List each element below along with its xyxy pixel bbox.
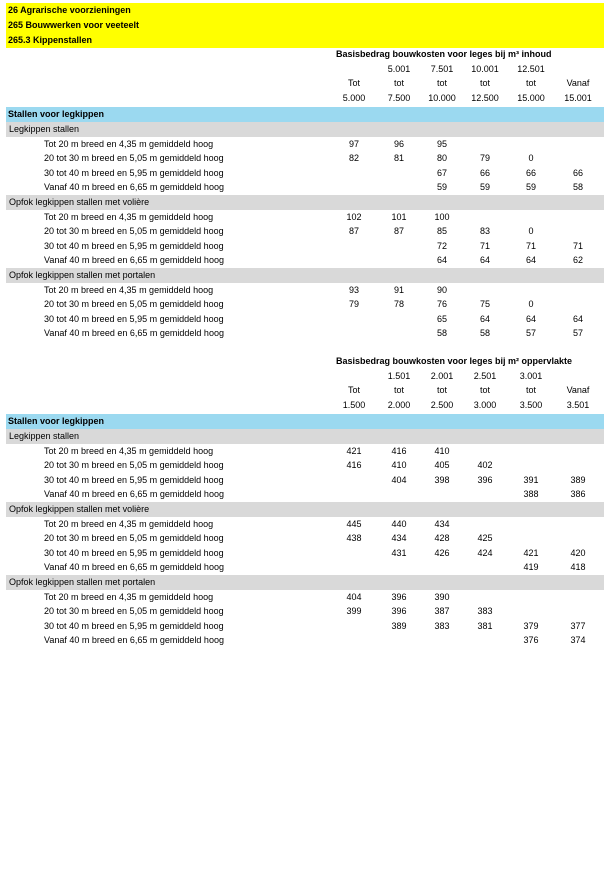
- value-cell: 402: [477, 460, 493, 471]
- value-cell: 87: [348, 226, 359, 237]
- row-label: Tot 20 m breed en 4,35 m gemiddeld hoog: [44, 211, 214, 222]
- value-cell: 424: [477, 547, 493, 558]
- row-label: Tot 20 m breed en 4,35 m gemiddeld hoog: [44, 518, 214, 529]
- value-cell: 426: [434, 547, 450, 558]
- table-row: [6, 604, 604, 619]
- value-cell: 59: [525, 182, 536, 193]
- row-label: 30 tot 40 m breed en 5,95 m gemiddeld hoog: [44, 167, 224, 178]
- header-line-1: 26 Agrarische voorzieningen: [8, 5, 131, 15]
- value-cell: 75: [479, 299, 490, 310]
- column-header: 1.501: [387, 370, 411, 381]
- value-cell: 57: [572, 328, 583, 339]
- value-cell: 87: [393, 226, 404, 237]
- table-row: [6, 619, 604, 634]
- column-header: 5.000: [342, 92, 366, 103]
- value-cell: 388: [523, 489, 539, 500]
- column-header: 3.500: [519, 399, 543, 410]
- value-cell: 425: [477, 533, 493, 544]
- column-header: 3.000: [473, 399, 497, 410]
- subcategory-row: Legkippen stallen: [6, 429, 604, 444]
- value-cell: 386: [570, 489, 586, 500]
- value-cell: 64: [525, 313, 536, 324]
- value-cell: 65: [436, 313, 447, 324]
- row-label: Vanaf 40 m breed en 6,65 m gemiddeld hoog: [44, 635, 224, 646]
- table-row: [6, 546, 604, 561]
- value-cell: 434: [391, 533, 407, 544]
- column-header: 7.501: [430, 63, 454, 74]
- value-cell: 438: [346, 533, 362, 544]
- value-cell: 59: [436, 182, 447, 193]
- value-cell: 398: [434, 474, 450, 485]
- column-header: Vanaf: [566, 385, 590, 396]
- row-label: Tot 20 m breed en 4,35 m gemiddeld hoog: [44, 591, 214, 602]
- subcategory-row: Opfok legkippen stallen met portalen: [6, 268, 604, 283]
- value-cell: 391: [523, 474, 539, 485]
- table-row: [6, 151, 604, 166]
- value-cell: 383: [434, 620, 450, 631]
- value-cell: 420: [570, 547, 586, 558]
- column-header: 3.501: [566, 399, 590, 410]
- table-row: [6, 444, 604, 459]
- row-label: Tot 20 m breed en 4,35 m gemiddeld hoog: [44, 138, 214, 149]
- row-label: 30 tot 40 m breed en 5,95 m gemiddeld hoog: [44, 313, 224, 324]
- value-cell: 58: [479, 328, 490, 339]
- row-label: Vanaf 40 m breed en 6,65 m gemiddeld hoog: [44, 562, 224, 573]
- table-row: [6, 517, 604, 532]
- category-row: Stallen voor legkippen: [6, 414, 604, 429]
- value-cell: 390: [434, 591, 450, 602]
- row-label: Vanaf 40 m breed en 6,65 m gemiddeld hoog: [44, 489, 224, 500]
- row-label: Vanaf 40 m breed en 6,65 m gemiddeld hoog: [44, 255, 224, 266]
- value-cell: 440: [391, 518, 407, 529]
- value-cell: 396: [391, 591, 407, 602]
- subcategory-row: Opfok legkippen stallen met volière: [6, 502, 604, 517]
- column-header: tot: [393, 385, 404, 396]
- table-row: [6, 312, 604, 327]
- row-label: 30 tot 40 m breed en 5,95 m gemiddeld hoog: [44, 620, 224, 631]
- row-label: 20 tot 30 m breed en 5,05 m gemiddeld hoog: [44, 533, 224, 544]
- row-label: 20 tot 30 m breed en 5,05 m gemiddeld hoog: [44, 606, 224, 617]
- table-row: [6, 210, 604, 225]
- value-cell: 66: [479, 167, 490, 178]
- value-cell: 383: [477, 606, 493, 617]
- value-cell: 66: [572, 167, 583, 178]
- table-row: [6, 180, 604, 195]
- value-cell: 404: [391, 474, 407, 485]
- table-row: [6, 253, 604, 268]
- column-header: tot: [525, 385, 536, 396]
- value-cell: 58: [436, 328, 447, 339]
- value-cell: 418: [570, 562, 586, 573]
- value-cell: 416: [391, 445, 407, 456]
- table-row: [6, 458, 604, 473]
- value-cell: 85: [436, 226, 447, 237]
- value-cell: 64: [572, 313, 583, 324]
- column-header: 7.500: [387, 92, 411, 103]
- table-title: Basisbedrag bouwkosten voor leges bij m³ inhoud: [336, 49, 552, 59]
- value-cell: 445: [346, 518, 362, 529]
- row-label: 30 tot 40 m breed en 5,95 m gemiddeld hoog: [44, 474, 224, 485]
- value-cell: 381: [477, 620, 493, 631]
- row-label: Vanaf 40 m breed en 6,65 m gemiddeld hoog: [44, 182, 224, 193]
- value-cell: 96: [393, 138, 404, 149]
- column-header: tot: [479, 385, 490, 396]
- row-label: 20 tot 30 m breed en 5,05 m gemiddeld hoog: [44, 153, 224, 164]
- table-row: [6, 487, 604, 502]
- row-label: Tot 20 m breed en 4,35 m gemiddeld hoog: [44, 284, 214, 295]
- value-cell: 377: [570, 620, 586, 631]
- value-cell: 78: [393, 299, 404, 310]
- value-cell: 387: [434, 606, 450, 617]
- value-cell: 64: [436, 255, 447, 266]
- value-cell: 71: [572, 240, 583, 251]
- table-row: [6, 531, 604, 546]
- value-cell: 374: [570, 635, 586, 646]
- column-header: 10.001: [471, 63, 499, 74]
- table-row: [6, 239, 604, 254]
- table-row: [6, 326, 604, 341]
- value-cell: 0: [528, 153, 534, 164]
- value-cell: 72: [436, 240, 447, 251]
- column-header: 12.500: [471, 92, 499, 103]
- table-row: [6, 224, 604, 239]
- value-cell: 66: [525, 167, 536, 178]
- value-cell: 396: [477, 474, 493, 485]
- value-cell: 76: [436, 299, 447, 310]
- value-cell: 64: [479, 313, 490, 324]
- column-header: 2.000: [387, 399, 411, 410]
- value-cell: 376: [523, 635, 539, 646]
- table-row: [6, 297, 604, 312]
- column-header: 10.000: [428, 92, 456, 103]
- value-cell: 97: [348, 138, 359, 149]
- column-header: 5.001: [387, 63, 411, 74]
- column-header: Tot: [347, 78, 360, 89]
- value-cell: 91: [393, 284, 404, 295]
- value-cell: 0: [528, 226, 534, 237]
- table-row: [6, 283, 604, 298]
- column-header: Tot: [347, 385, 360, 396]
- value-cell: 100: [434, 211, 450, 222]
- column-header: tot: [393, 78, 404, 89]
- column-header: 2.501: [473, 370, 497, 381]
- value-cell: 389: [391, 620, 407, 631]
- subcategory-row: Legkippen stallen: [6, 122, 604, 137]
- value-cell: 93: [348, 284, 359, 295]
- column-header: 2.001: [430, 370, 454, 381]
- value-cell: 399: [346, 606, 362, 617]
- table-row: [6, 560, 604, 575]
- table-row: [6, 590, 604, 605]
- column-header: 1.500: [342, 399, 366, 410]
- table-row: [6, 137, 604, 152]
- category-row: Stallen voor legkippen: [6, 107, 604, 122]
- column-header: 15.000: [517, 92, 545, 103]
- value-cell: 421: [523, 547, 539, 558]
- value-cell: 58: [572, 182, 583, 193]
- value-cell: 57: [525, 328, 536, 339]
- column-header: tot: [436, 385, 447, 396]
- value-cell: 410: [434, 445, 450, 456]
- value-cell: 62: [572, 255, 583, 266]
- value-cell: 404: [346, 591, 362, 602]
- value-cell: 71: [479, 240, 490, 251]
- column-header: tot: [525, 78, 536, 89]
- header-line-2: 265 Bouwwerken voor veeteelt: [8, 20, 140, 30]
- value-cell: 410: [391, 460, 407, 471]
- value-cell: 71: [525, 240, 536, 251]
- table-row: [6, 166, 604, 181]
- row-label: 30 tot 40 m breed en 5,95 m gemiddeld hoog: [44, 240, 224, 251]
- value-cell: 81: [393, 153, 404, 164]
- value-cell: 416: [346, 460, 362, 471]
- value-cell: 95: [436, 138, 447, 149]
- column-header: tot: [479, 78, 490, 89]
- value-cell: 396: [391, 606, 407, 617]
- column-header: 12.501: [517, 63, 545, 74]
- value-cell: 434: [434, 518, 450, 529]
- value-cell: 79: [479, 153, 490, 164]
- value-cell: 101: [391, 211, 407, 222]
- header-line-3: 265.3 Kippenstallen: [8, 35, 93, 45]
- document-header: [6, 3, 604, 48]
- column-header: 3.001: [519, 370, 543, 381]
- column-header: Vanaf: [566, 78, 590, 89]
- value-cell: 102: [346, 211, 362, 222]
- row-label: Tot 20 m breed en 4,35 m gemiddeld hoog: [44, 445, 214, 456]
- row-label: 30 tot 40 m breed en 5,95 m gemiddeld hoog: [44, 547, 224, 558]
- value-cell: 379: [523, 620, 539, 631]
- table-row: [6, 473, 604, 488]
- table-title: Basisbedrag bouwkosten voor leges bij m² oppervlakte: [336, 356, 573, 366]
- value-cell: 405: [434, 460, 450, 471]
- table-row: [6, 633, 604, 648]
- value-cell: 64: [479, 255, 490, 266]
- row-label: 20 tot 30 m breed en 5,05 m gemiddeld hoog: [44, 226, 224, 237]
- value-cell: 0: [528, 299, 534, 310]
- value-cell: 59: [479, 182, 490, 193]
- row-label: 20 tot 30 m breed en 5,05 m gemiddeld hoog: [44, 299, 224, 310]
- column-header: 15.001: [564, 92, 592, 103]
- value-cell: 428: [434, 533, 450, 544]
- subcategory-row: Opfok legkippen stallen met volière: [6, 195, 604, 210]
- value-cell: 79: [348, 299, 359, 310]
- column-header: 2.500: [430, 399, 454, 410]
- value-cell: 421: [346, 445, 362, 456]
- column-header: tot: [436, 78, 447, 89]
- value-cell: 419: [523, 562, 539, 573]
- value-cell: 90: [436, 284, 447, 295]
- value-cell: 389: [570, 474, 586, 485]
- row-label: 20 tot 30 m breed en 5,05 m gemiddeld hoog: [44, 460, 224, 471]
- value-cell: 82: [348, 153, 359, 164]
- value-cell: 80: [436, 153, 447, 164]
- row-label: Vanaf 40 m breed en 6,65 m gemiddeld hoog: [44, 328, 224, 339]
- value-cell: 431: [391, 547, 407, 558]
- value-cell: 83: [479, 226, 490, 237]
- value-cell: 64: [525, 255, 536, 266]
- subcategory-row: Opfok legkippen stallen met portalen: [6, 575, 604, 590]
- value-cell: 67: [436, 167, 447, 178]
